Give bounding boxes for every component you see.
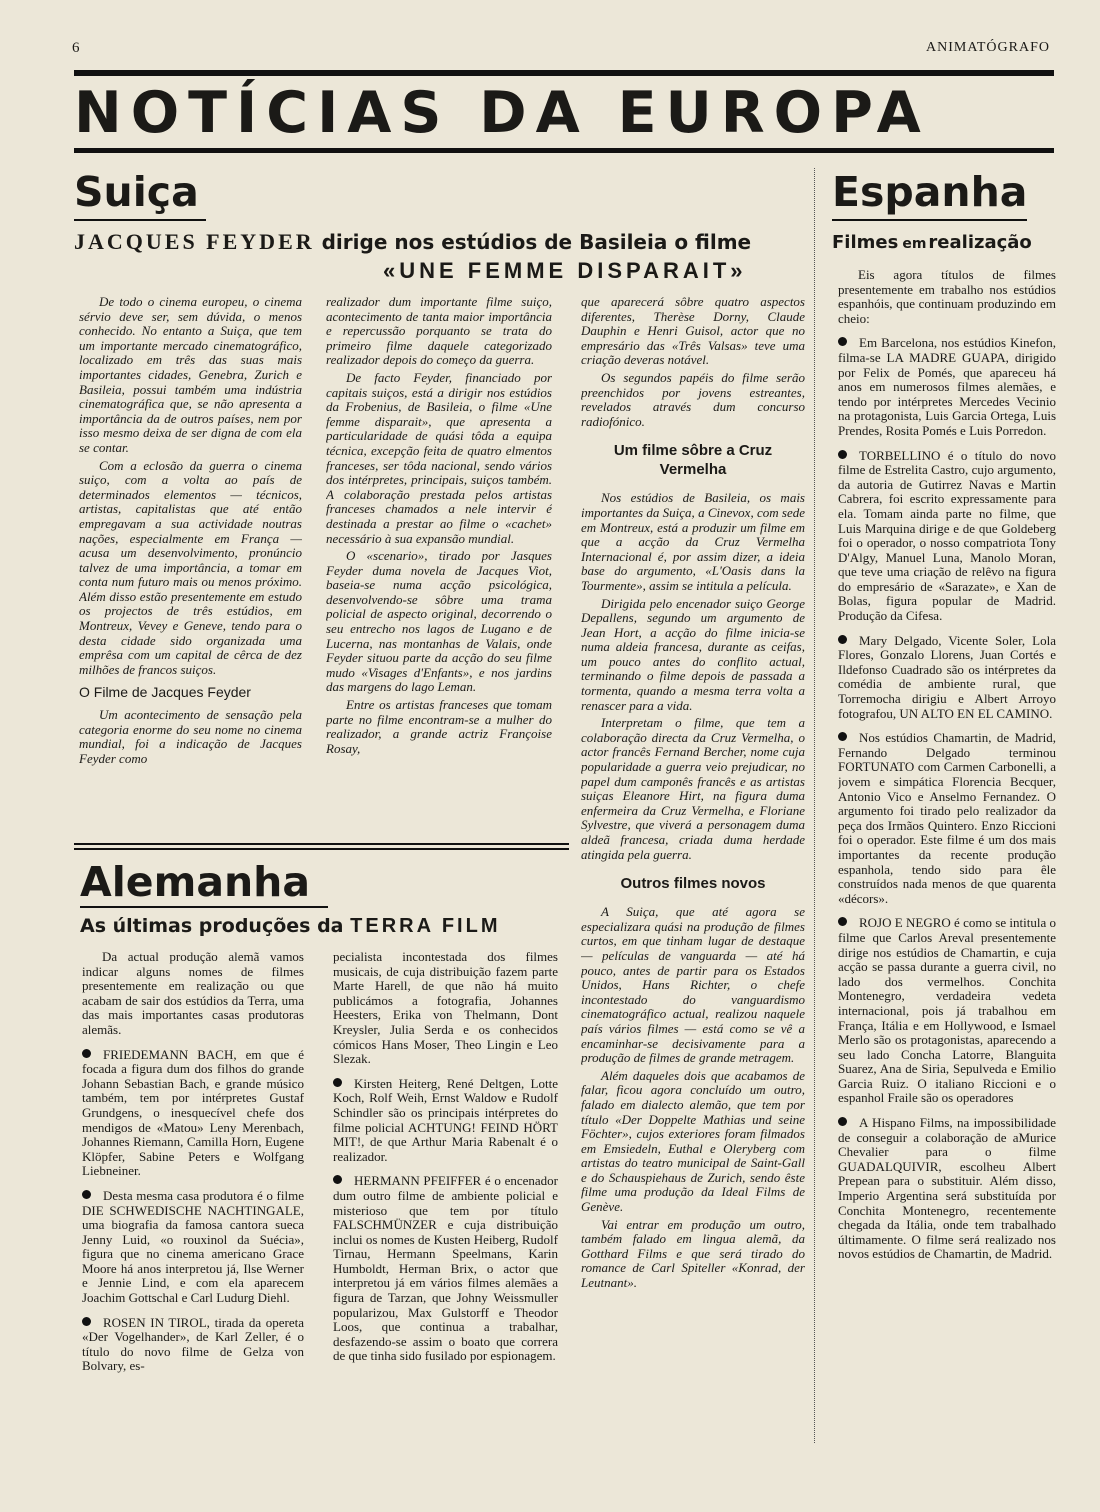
list-item-text: Nos estúdios Chamartin, de Madrid, Fernando Delgado terminou FORTUNATO com Carmen Carbonelli, a jovem e simpática Florencia Becquer, Antonio Vico e Anselmo Fernandez. O argumento foi tirado pelo realizador da peça dos Irmãos Quintero. Enzo Riccioni foi o operador. Este filme é um dos mais importantes da recente produção espanhola, tendo sido para êle construídos nada menos de que quarenta «décors». xyxy=(838,730,1056,906)
list-item-text: HERMANN PFEIFFER é o encenador dum outro filme de ambiente policial e misterioso que tem por título FALSCHMÜNZER e cuja distribuição inclui os nomes de Kusten Heiberg, Rudolf Tirnau, Hermann Speelmans, Karin Humboldt, Herman Brix, o actor que interpretou já em vários filmes alemães a figura de Tarzan, que Johny Weissmuller popularizou, Max Gulstorff e Theodor Loos, que continua a trabalhar, desfazendo-se assim o boato que correra de que tinha sido fusilado por espionagem. xyxy=(333,1173,558,1364)
list-item xyxy=(333,1077,558,1165)
paragraph: Além daqueles dois que acabamos de falar, ficou agora concluído um outro, falado em dialecto alemão, que tem por título «Der Doppelte Mathias und seine Föchter», cujos exteriores foram filmados em Emsiedeln, Euthal e Oleryberg com artistas do teatro municipal de Saint-Gall e do Schauspiehaus de Zurich, sendo êste filme uma produção da Ideal Films de Genève. xyxy=(581,1067,805,1215)
list-item xyxy=(838,1116,1056,1262)
alemanha-rule-1 xyxy=(74,843,569,845)
paragraph: De facto Feyder, financiado por capitais suiços, está a dirigir nos estúdios da Frobenius, de Basileia, o filme «Une femme disparait», que apresenta a particularidade de quási tôda a equipa técnica, excepção feita de quatro elmentos franceses, ser tôda nacional, sendo vários dos intérpretes, principais, suiços também. A colaboração prestada pelos artistas franceses chamados a nele intervir é destinada a prestar ao filme o «cachet» necessário à sua expansão mundial. xyxy=(326,369,552,546)
bullet-icon xyxy=(838,1117,847,1126)
alemanha-column-1 xyxy=(82,950,304,1455)
espanha-underline xyxy=(832,219,1027,221)
section-title-espanha: Espanha xyxy=(832,168,1028,216)
paragraph: A Suiça, que até agora se especializara quási na produção de filmes curtos, em que tinham lugar de destaque — películas de vanguarda — até há pouco, antes de partir para os Estados Unidos, Hans Richter, o chefe incontestado do vanguardismo cinematográfico actual, realizou naquele país vários filmes — está como se vê a encaminhar-se decisivamente para a produção de filmes de grande metragem. xyxy=(581,904,805,1066)
paragraph: O «scenario», tirado por Jasques Feyder duma novela de Jacques Viot, baseia-se numa acção psicológica, desenvolvendo-se sôbre uma trama policial de aspecto original, decorrendo o seu entrecho nos lagos de Lugano e de Lucerna, nas montanhas de Valais, onde Feyder situou parte da acção do seu filme mudo «Visages d'Enfants», e nos jardins das margens do lago Leman. xyxy=(326,548,552,695)
subheading: O Filme de Jacques Feyder xyxy=(79,684,251,701)
subheading: Outros filmes novos xyxy=(620,875,766,893)
bullet-icon xyxy=(82,1049,91,1058)
list-item-text: TORBELLINO é o título do novo filme de Estrelita Castro, cujo argumento, da autoria de Gutirrez Navas e Martin Cabrera, foi escrito expressamente para ela. Tomam ainda parte no filme, que Luis Marquina dirige e de que Goldeberg foi o operador, o nosso compatriota Tony D'Algy, Manuel Luna, Manolo Moran, que teve uma criação de relêvo na figura do empresário de «Sarazate», e Xan de Bolas, figura popular de Madrid. Produção da Cifesa. xyxy=(838,447,1056,624)
suica-underline xyxy=(74,219,206,221)
running-header: ANIMATÓGRAFO xyxy=(925,40,1050,55)
list-item xyxy=(82,1189,304,1306)
page-number: 6 xyxy=(72,40,80,56)
paragraph: Os segundos papéis do filme serão preenchidos por jovens estreantes, revelados através dum concurso radiofónico. xyxy=(581,369,805,429)
espanha-headline-c: realização xyxy=(928,232,1032,253)
list-item xyxy=(82,1048,304,1179)
suica-column-3 xyxy=(581,295,805,1440)
alemanha-headline-prefix: As últimas produções da xyxy=(80,915,344,937)
suica-column-1 xyxy=(79,295,302,835)
paragraph: Dirigida pelo encenador suiço George Depallens, segundo um argumento de Jean Hort, a acção do filme inicia-se numa aldeia francesa, durante as ceifas, um pouco antes do conflito actual, terminando o filme depois de passada a tormenta, quando a mesma terra volta a renascer para a vida. xyxy=(581,595,805,713)
section-title-suica: Suiça xyxy=(74,168,199,216)
column-divider xyxy=(814,168,816,1443)
alemanha-headline-caps: TERRA FILM xyxy=(350,915,501,937)
bullet-icon xyxy=(82,1317,91,1326)
list-item-text: Em Barcelona, nos estúdios Kinefon, filma-se LA MADRE GUAPA, dirigido por Felix de Pomés, que apareceu há anos em numerosos filmes alemães, e tendo por intérpretes Mercedes Vecinio na protagonista, Luis Garcia Ortega, Luis Prendes, Rosita Pomés e Luis Porredon. xyxy=(838,335,1056,438)
top-rule xyxy=(74,70,1054,76)
bullet-icon xyxy=(838,917,847,926)
list-item-text: ROJO E NEGRO é como se intitula o filme que Carlos Areval presentemente dirige nos estúdios de Chamartin, e cuja acção se passa durante a guerra civil, no lado dos vermelhos. Conchita Montenegro, verdadeira vedeta internacional, pois já trabalhou em França, Itália e em Hollywood, e Ismael Merlo são os protagonistas, aparecendo a seu lado Concha Latorre, Blanguita Suarez, Ana de Siria, Sepulveda e Emilio Garcia Ruiz. O italiano Riccioni e o espanhol Fraile são os operadores xyxy=(838,915,1056,1106)
bullet-icon xyxy=(838,732,847,741)
espanha-column xyxy=(838,268,1056,1448)
bullet-icon xyxy=(838,635,847,644)
bullet-icon xyxy=(333,1078,342,1087)
masthead-rule xyxy=(74,148,1054,153)
paragraph: pecialista incontestada dos filmes musicais, de cuja distribuição fazem parte Marte Harell, de que não há muito publicámos a fotografia, Johannes Heesters, Erika von Thelmann, Dont Kreysler, Julia Serda e os conhecidos cómicos Hans Moser, Theo Lingin e Leo Slezak. xyxy=(333,950,558,1067)
subheading: Um filme sôbre a Cruz Vermelha xyxy=(613,442,773,479)
bullet-icon xyxy=(82,1190,91,1199)
paragraph: De todo o cinema europeu, o cinema sérvio deve ser, sem dúvida, o menos conhecido. No entanto a Suiça, que tem um importante mercado cinematográfico, localizado em três das suas mais importantes cidades, Genebra, Zurich e Basileia, possui também uma indústria cinematográfica que, se não apresenta a importância da de outros países, nem por isso mesmo deixa de ser digna de com ela se contar. xyxy=(79,295,302,455)
paragraph: Entre os artistas franceses que tomam parte no filme encontram-se a mulher do realizador, a grande actriz Françoise Rosay, xyxy=(326,697,552,756)
bullet-icon xyxy=(838,337,847,346)
alemanha-headline xyxy=(80,913,501,939)
paragraph: Interpretam o filme, que tem a colaboração directa da Cruz Vermelha, o actor francês Fernand Bercher, nome cuja popularidade a guerra veio prejudicar, no papel dum camponês francês e as artistas suiças Eleanore Hirt, na figura duma enfermeira da Cruz Vermelha, e Floriane Sylvestre, que viverá a personagem duma aldeã francesa, criada duma herdade atingida pela guerra. xyxy=(581,715,805,862)
paragraph: Com a eclosão da guerra o cinema suiço, com a volta ao país de determinados elementos — técnicos, artistas, capitalistas que até então empregavam a sua actividade noutras nações, especialmente em França — acusa um desenvolvimento, pronúncio talvez de uma importância, a tomar em conta num futuro mais ou menos próximo. Além disso estão presentemente em estudo os projectos de três estúdios, em Montreux, Vevey e Geneve, tendo para o desta cidade sido organizada uma emprêsa com um capital de cêrca de dez milhões de francos suiços. xyxy=(79,457,302,677)
list-item xyxy=(333,1174,558,1364)
list-item xyxy=(82,1316,304,1374)
list-item xyxy=(838,336,1056,438)
suica-headline-rest: dirige nos estúdios de Basileia o filme xyxy=(321,230,752,254)
list-item-text: Desta mesma casa produtora é o filme DIE SCHWEDISCHE NACHTINGALE, uma biografia da famosa cantora sueca Jenny Luid, «o rouxinol da Suécia», figura que no cinema americano Grace Moore há anos interpretou já, Ilse Werner e Jennie Lind, e com ela aparecem Joachim Gottschal e Carl Ludurg Diehl. xyxy=(82,1187,304,1306)
masthead: NOTÍCIAS DA EUROPA xyxy=(74,80,930,146)
paragraph: Um acontecimento de sensação pela categoria enorme do seu nome no cinema mundial, foi a indicação de Jacques Feyder como xyxy=(79,707,302,766)
suica-headline-line2: «UNE FEMME DISPARAIT» xyxy=(383,258,747,283)
suica-headline-caps: JACQUES FEYDER xyxy=(74,229,315,254)
list-item xyxy=(838,916,1056,1106)
list-item-text: Mary Delgado, Vicente Soler, Lola Flores, Gonzalo Llorens, Juan Cortés e Ildefonso Cuadrado são os intérpretes da comédia de ambiente rural, que Torremocha dirigiu e Albert Arroyo fotografou, UN ALTO EN EL CAMINO. xyxy=(838,632,1056,721)
paragraph: Da actual produção alemã vamos indicar alguns nomes de filmes presentemente em realização ou que acabam de sair dos estúdios da Terra, uma das mais importantes casas produtoras alemãs. xyxy=(82,950,304,1037)
bullet-icon xyxy=(838,450,847,459)
paragraph: realizador dum importante filme suiço, acontecimento de tanta maior importância e repercussão porquanto se trata do primeiro filme daquele categorizado realizador depois do começo da guerra. xyxy=(326,295,552,368)
list-item-text: A Hispano Films, na impossibilidade de conseguir a colaboração de aMurice Chevalier para o filme GUADALQUIVIR, escolheu Albert Prepean para o substituir. Além disso, Imperio Argentina será substituída por Conchita Montenegro, recentemente chegada da Itália, onde tem trabalhado últimamente. O filme será realizado nos novos estúdios de Chamartin, de Madrid. xyxy=(838,1115,1056,1262)
list-item-text: FRIEDEMANN BACH, em que é focada a figura dum dos filhos do grande Johann Sebastian Bach, e grande músico também, tem por intérpretes Gustaf Grundgens, o inesquecível chefe dos mendigos de «Matou» Leny Merenbach, Johannes Riemann, Camilla Horn, Eugene Klöpfer, Sabine Peters e Wolfgang Liebneiner. xyxy=(82,1046,304,1179)
list-item xyxy=(838,634,1056,722)
suica-headline-line1 xyxy=(74,230,751,254)
alemanha-rule-2 xyxy=(74,848,569,850)
suica-column-2 xyxy=(326,295,552,835)
list-item xyxy=(838,449,1056,624)
espanha-headline-b: em xyxy=(902,236,927,252)
list-item xyxy=(838,731,1056,906)
bullet-icon xyxy=(333,1175,342,1184)
espanha-headline xyxy=(832,232,1032,255)
paragraph: Eis agora títulos de filmes presentemente em trabalho nos estúdios espanhóis, que continuam produzindo em cheio: xyxy=(838,268,1056,326)
espanha-headline-a: Filmes xyxy=(832,232,899,253)
paragraph: que aparecerá sôbre quatro aspectos diferentes, Therèse Dorny, Claude Dauphin e Henri Guisol, actor que no empresário das «Três Valsas» teve uma criação deveras notável. xyxy=(581,295,805,368)
paragraph: Nos estúdios de Basileia, os mais importantes da Suiça, a Cinevox, com sede em Montreux, está a produzir um filme em que a acção da Cruz Vermelha Internacional é, por assim dizer, a ideia base do argumento, «L'Oasis dans la Tourmente», assim se intitula a película. xyxy=(581,490,805,593)
alemanha-column-2 xyxy=(333,950,558,1455)
section-title-alemanha: Alemanha xyxy=(80,858,311,906)
list-item-text: ROSEN IN TIROL, tirada da opereta «Der Vogelhander», de Karl Zeller, é o título do novo filme de Gelza von Bolvary, es- xyxy=(82,1314,304,1374)
list-item-text: Kirsten Heiterg, René Deltgen, Lotte Koch, Rolf Weih, Ernst Waldow e Rudolf Schindler são os principais intérpretes do filme policial ACHTUNG! FEIND HÖRT MIT!, de que Arthur Maria Rabenalt é o realizador. xyxy=(333,1075,558,1164)
alemanha-underline xyxy=(80,906,328,908)
paragraph: Vai entrar em produção um outro, também falado em lingua alemã, da Gotthard Films e que será tirado do romance de Carl Spiteller «Konrad, der Leutnant». xyxy=(581,1216,805,1291)
